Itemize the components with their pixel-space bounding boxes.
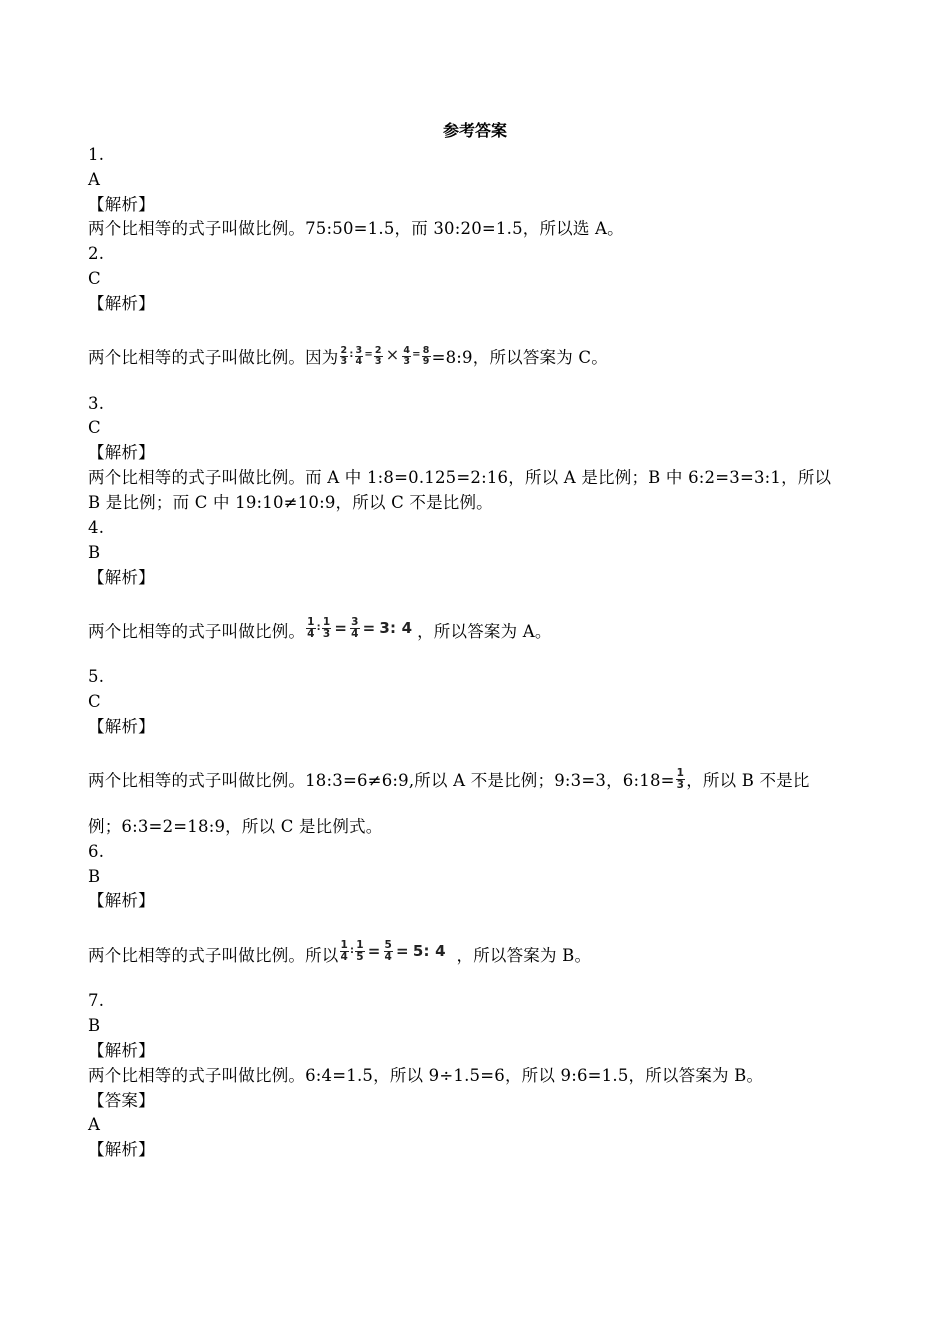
q3-analysis-text-1: 两个比相等的式子叫做比例。而 A 中 1:8=0.125=2:16，所以 A 是比例；B 中 6:2=3=3:1，所以 — [88, 468, 832, 487]
q2-answer: C — [88, 269, 101, 288]
q6-number: 6. — [88, 842, 105, 861]
q7-analysis-text: 两个比相等的式子叫做比例。6:4=1.5，所以 9÷1.5=6，所以 9:6=1.5，所以答案为 B。 — [88, 1066, 764, 1085]
q4-formula: $\frac{1}{4}$ : $\frac{1}{3}$ = $\frac{3}{4}$ = 3: 4 — [307, 616, 413, 640]
q6-answer: B — [88, 867, 101, 886]
q2-frac-4: $\frac{4}{3}$ — [403, 345, 411, 367]
q6-text-after: ，所以答案为 B。 — [456, 946, 592, 965]
q5-text-before: 两个比相等的式子叫做比例。18:3=6≠6:9,所以 A 不是比例；9:3=3，6:18= — [88, 771, 675, 790]
q5-analysis-line-2: 例；6:3=2=18:9，所以 C 是比例式。 — [88, 817, 383, 836]
q5-analysis-line-1 — [88, 769, 810, 793]
q5-text-after: ，所以 B 不是比 — [686, 771, 810, 790]
q7-answer: B — [88, 1016, 101, 1035]
q4-frac-3: $\frac{3}{4}$ — [351, 616, 359, 640]
q6-text-before: 两个比相等的式子叫做比例。所以 — [88, 946, 339, 965]
q3-number: 3. — [88, 394, 105, 413]
q2-number: 2. — [88, 244, 105, 263]
q3-analysis-text-2: B 是比例；而 C 中 19:10≠10:9，所以 C 不是比例。 — [88, 493, 493, 512]
q2-frac-2: $\frac{3}{4}$ — [355, 345, 363, 367]
q6-analysis-label: 【解析】 — [88, 891, 155, 910]
q6-frac-1: $\frac{1}{4}$ — [340, 939, 349, 963]
q6-formula: $\frac{1}{4}$ : $\frac{1}{5}$ = $\frac{5}{4}$ = 5: 4 — [340, 939, 446, 963]
q2-frac-5: $\frac{8}{9}$ — [422, 345, 430, 367]
q6-ratio: 5: 4 — [412, 942, 446, 960]
q6-frac-3: $\frac{5}{4}$ — [384, 939, 393, 963]
q5-answer: C — [88, 692, 101, 711]
q8-answer-label: 【答案】 — [88, 1091, 155, 1110]
q2-frac-1: $\frac{2}{3}$ — [340, 345, 348, 367]
q4-text-after: ，所以答案为 A。 — [417, 622, 552, 641]
q6-analysis-line — [88, 939, 592, 968]
q4-analysis-label: 【解析】 — [88, 568, 155, 587]
q4-ratio: 3: 4 — [379, 619, 413, 637]
page-title: 参考答案 — [442, 121, 507, 140]
q2-text-before: 两个比相等的式子叫做比例。因为 — [88, 348, 339, 367]
q2-analysis-line — [88, 346, 608, 370]
q5-frac: $\frac{1}{3}$ — [676, 767, 685, 791]
q4-text-before: 两个比相等的式子叫做比例。 — [88, 622, 306, 641]
q3-analysis-label: 【解析】 — [88, 443, 155, 462]
q7-analysis-label: 【解析】 — [88, 1041, 155, 1060]
q1-analysis-label: 【解析】 — [88, 195, 155, 214]
q4-analysis-line — [88, 616, 552, 644]
q4-number: 4. — [88, 518, 105, 537]
q4-frac-1: $\frac{1}{4}$ — [307, 616, 315, 640]
q4-answer: B — [88, 543, 101, 562]
q4-frac-2: $\frac{1}{3}$ — [322, 616, 331, 640]
q2-frac-3: $\frac{2}{3}$ — [374, 345, 382, 367]
q5-formula — [675, 767, 687, 791]
q2-text-after: =8:9，所以答案为 C。 — [431, 348, 608, 367]
q2-formula: $\frac{2}{3}$ : $\frac{3}{4}$ = $\frac{2}{3}$ × $\frac{4}{3}$ = $\frac{8}{9}$ — [340, 345, 430, 367]
q8-answer: A — [88, 1115, 101, 1134]
q7-number: 7. — [88, 991, 105, 1010]
q6-frac-2: $\frac{1}{5}$ — [356, 939, 364, 963]
q1-analysis-text: 两个比相等的式子叫做比例。75:50=1.5，而 30:20=1.5，所以选 A。 — [88, 219, 624, 238]
q5-analysis-label: 【解析】 — [88, 717, 155, 736]
q3-answer: C — [88, 418, 101, 437]
q1-answer: A — [88, 170, 101, 189]
q1-number: 1. — [88, 145, 105, 164]
q2-analysis-label: 【解析】 — [88, 294, 155, 313]
q8-analysis-label: 【解析】 — [88, 1140, 155, 1159]
q5-number: 5. — [88, 667, 105, 686]
